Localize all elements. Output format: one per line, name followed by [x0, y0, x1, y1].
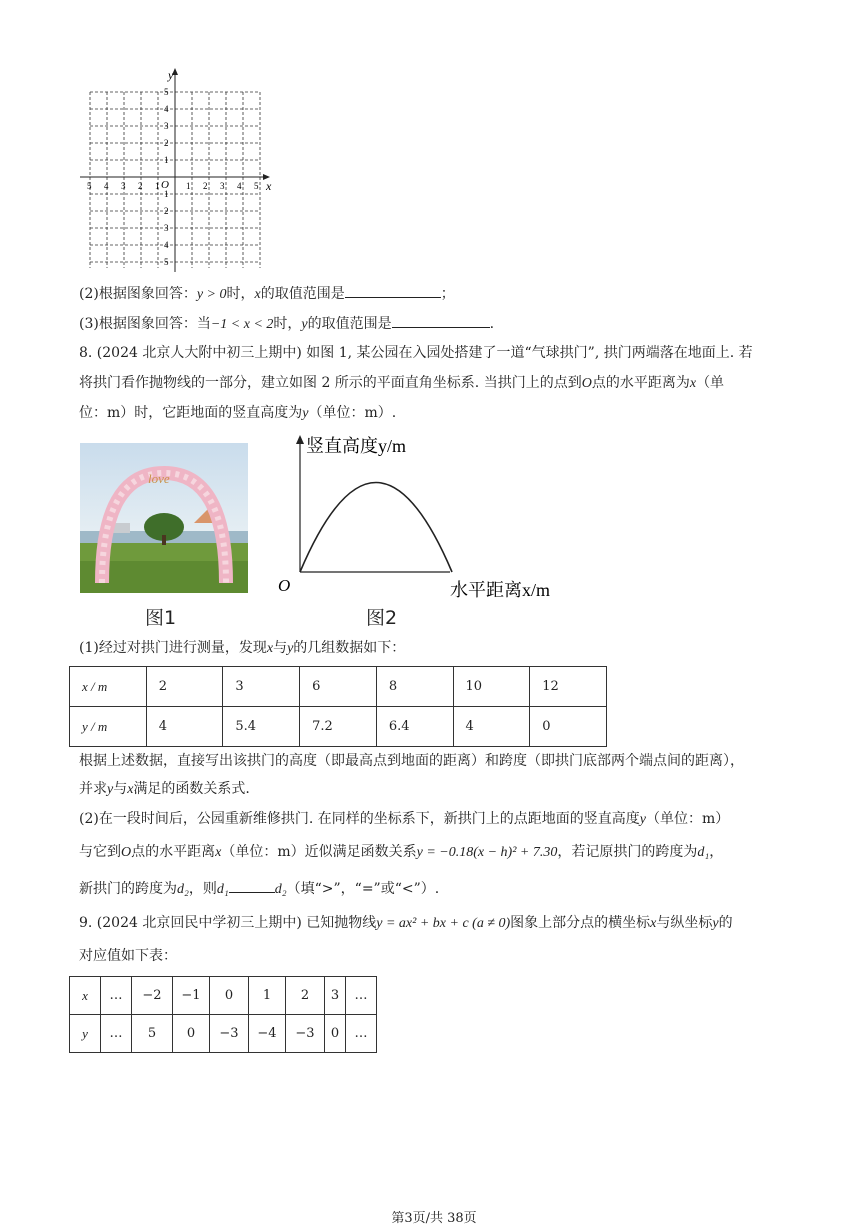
table-header-x: x / m — [70, 667, 147, 707]
y-axis-label: y — [168, 68, 174, 82]
answer-blank[interactable] — [345, 283, 441, 298]
table-cell: … — [101, 977, 132, 1015]
x-tick-labels — [87, 181, 259, 191]
coordinate-grid-figure — [78, 66, 278, 276]
table-cell: 0 — [210, 977, 249, 1015]
svg-text:1: 1 — [186, 181, 191, 191]
svg-text:2: 2 — [138, 181, 143, 191]
table-header-y: y — [70, 1015, 101, 1053]
figure1-caption: 图1 — [145, 607, 177, 629]
table-cell: … — [346, 977, 377, 1015]
q9-stem-line2: 对应值如下表： — [79, 948, 177, 964]
table-row — [70, 977, 377, 1015]
table-cell: 0 — [530, 707, 607, 747]
q7-part3: (3)根据图象回答：当−1 < x < 2时，y的取值范围是 . — [79, 313, 494, 335]
table-cell: 12 — [530, 667, 607, 707]
table-row — [70, 1015, 377, 1053]
answer-blank[interactable] — [392, 313, 490, 328]
arch-parabola-curve — [300, 483, 452, 573]
svg-text:3: 3 — [220, 181, 225, 191]
svg-text:5: 5 — [254, 181, 259, 191]
table-cell: 3 — [325, 977, 346, 1015]
table-cell: 1 — [249, 977, 286, 1015]
table-header-x: x — [70, 977, 101, 1015]
table-cell: −3 — [286, 1015, 325, 1053]
x-axis-label: x — [266, 179, 272, 193]
table-cell: … — [346, 1015, 377, 1053]
table-cell: −1 — [173, 977, 210, 1015]
table-header-y: y / m — [70, 707, 147, 747]
page-footer: 第3页/共 38页 — [391, 1211, 477, 1226]
table-cell: 2 — [146, 667, 223, 707]
table-cell: −4 — [249, 1015, 286, 1053]
q9-values-table — [69, 976, 377, 1053]
table-row — [70, 707, 607, 747]
svg-text:1: 1 — [155, 181, 160, 191]
table-cell: 5.4 — [223, 707, 300, 747]
table-cell: 0 — [325, 1015, 346, 1053]
q8-stem-line2: 将拱门看作抛物线的一部分，建立如图 2 所示的平面直角坐标系. 当拱门上的点到O点的水平距离为x（单 — [79, 375, 725, 391]
table-cell: 5 — [132, 1015, 173, 1053]
axes — [80, 72, 266, 272]
table-cell: 2 — [286, 977, 325, 1015]
svg-text:5: 5 — [164, 87, 169, 97]
q8-stem-line3: 位：m）时，它距地面的竖直高度为y（单位：m）. — [79, 405, 397, 421]
vertical-axis-label: 竖直高度y/m — [306, 436, 407, 456]
svg-text:4: 4 — [104, 181, 109, 191]
origin-label: O — [278, 576, 291, 595]
table-cell: −2 — [132, 977, 173, 1015]
parabola-formula: y = ax² + bx + c (a ≠ 0) — [376, 916, 511, 931]
q8-part2-line2: 与它到O点的水平距离x（单位：m）近似满足函数关系y = −0.18(x − h)² + 7.30，若记原拱门的跨度为d₁， — [79, 844, 724, 860]
table-cell: … — [101, 1015, 132, 1053]
origin-label: O — [161, 179, 169, 191]
svg-text:3: 3 — [121, 181, 126, 191]
table-cell: 4 — [453, 707, 530, 747]
table-cell: 0 — [173, 1015, 210, 1053]
svg-text:1: 1 — [164, 189, 169, 199]
svg-text:4: 4 — [237, 181, 242, 191]
table-row — [70, 667, 607, 707]
love-sign: love — [148, 471, 170, 486]
q8-part2-line1: (2)在一段时间后，公园重新维修拱门. 在同样的坐标系下，新拱门上的点距地面的竖直高度y（单位：m） — [79, 811, 730, 827]
table-cell: 10 — [453, 667, 530, 707]
table-cell: 6.4 — [376, 707, 453, 747]
q7-part2: (2)根据图象回答：y > 0时，x的取值范围是 ； — [79, 283, 455, 305]
q8-part1-instruction-1: 根据上述数据，直接写出该拱门的高度（即最高点到地面的距离）和跨度（即拱门底部两个端点间的距离）， — [79, 753, 744, 769]
table-cell: 3 — [223, 667, 300, 707]
svg-text:5: 5 — [164, 257, 169, 267]
q8-part1-instruction-2: 并求y与x满足的函数关系式. — [79, 781, 250, 797]
table-cell: 7.2 — [300, 707, 377, 747]
parabola-figure — [270, 430, 580, 600]
svg-text:4: 4 — [164, 240, 169, 250]
svg-text:3: 3 — [164, 223, 169, 233]
table-cell: −3 — [210, 1015, 249, 1053]
svg-text:2: 2 — [164, 138, 169, 148]
table-cell: 8 — [376, 667, 453, 707]
svg-text:1: 1 — [164, 155, 169, 165]
svg-text:2: 2 — [164, 206, 169, 216]
q8-stem-line1: 8. (2024 北京人大附中初三上期中) 如图 1, 某公园在入园处搭建了一道“气球拱门”, 拱门两端落在地面上. 若 — [79, 345, 753, 361]
new-arch-formula: y = −0.18(x − h)² + 7.30 — [416, 845, 558, 860]
svg-text:4: 4 — [164, 104, 169, 114]
table-cell: 4 — [146, 707, 223, 747]
table-cell: 6 — [300, 667, 377, 707]
q8-part1: (1)经过对拱门进行测量，发现x与y的几组数据如下： — [79, 640, 406, 656]
svg-text:2: 2 — [203, 181, 208, 191]
svg-text:3: 3 — [164, 121, 169, 131]
q8-data-table — [69, 666, 607, 747]
figure2-caption: 图2 — [366, 607, 398, 629]
balloon-arch-photo — [80, 443, 248, 593]
svg-text:5: 5 — [87, 181, 92, 191]
q8-part2-line3: 新拱门的跨度为d₂，则d₁ d₂（填“>”，“=”或“<”）. — [79, 878, 439, 900]
answer-blank[interactable] — [229, 878, 275, 893]
horizontal-axis-label: 水平距离x/m — [450, 580, 551, 600]
q9-stem-line1: 9. (2024 北京回民中学初三上期中) 已知抛物线y = ax² + bx + c (a ≠ 0)图象上部分点的横坐标x与纵坐标y的 — [79, 915, 733, 931]
